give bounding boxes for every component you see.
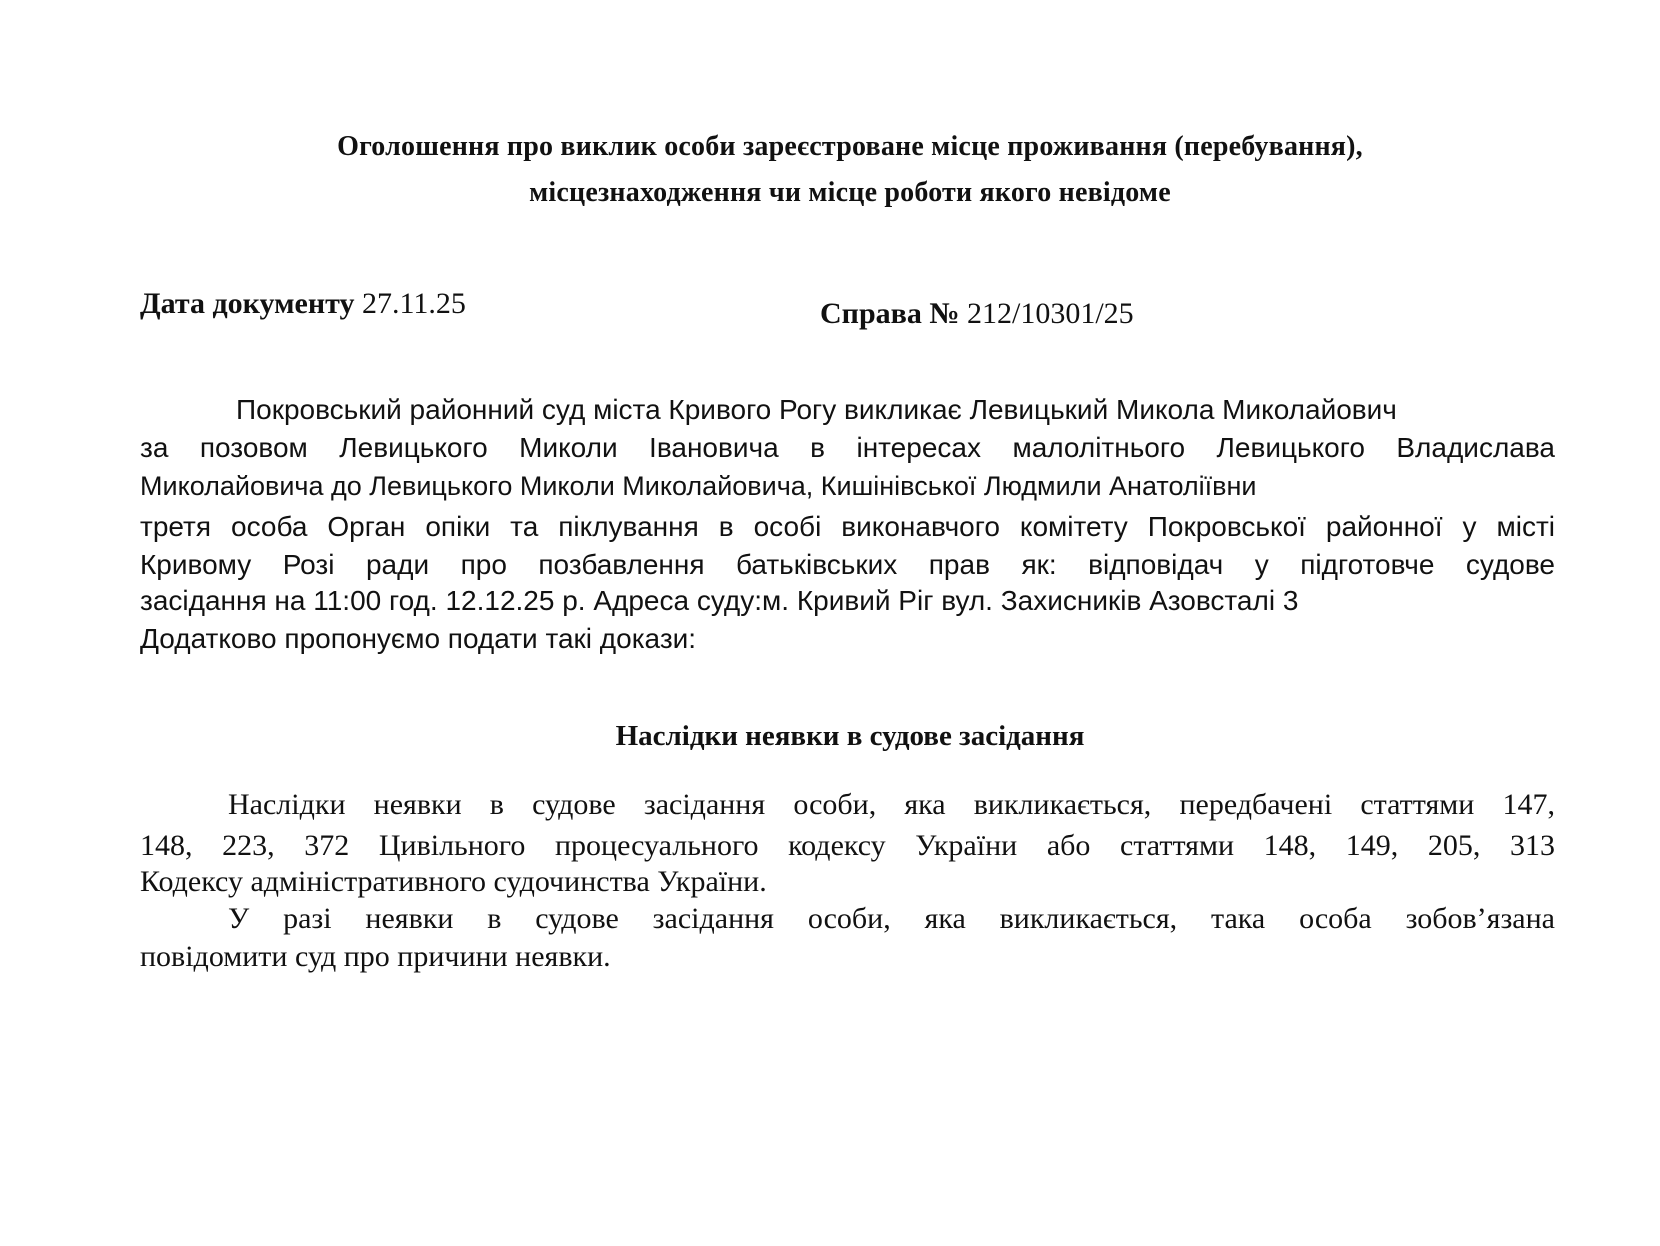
- consequences-heading: Наслідки неявки в судове засідання: [615, 720, 1085, 752]
- case-number: [820, 294, 1134, 334]
- absence-notice-line-2: повідомити суд про причини неявки.: [140, 940, 611, 973]
- summons-line-3: Миколайовича до Левицького Миколи Миколайовича, Кишінівської Людмили Анатоліївни: [140, 471, 1257, 501]
- notice-title-line-2: місцезнаходження чи місце роботи якого невідоме: [529, 177, 1171, 208]
- document-date-label: Дата документу: [140, 287, 355, 320]
- summons-line-1: Покровський районний суд міста Кривого Рогу викликає Левицький Микола Миколайович: [236, 394, 1397, 425]
- case-number-value: 212/10301/25: [966, 297, 1134, 330]
- summons-line-2: за позовом Левицького Миколи Івановича в інтересах малолітнього Левицького Владислава: [140, 432, 1555, 463]
- absence-notice-line-1: У разі неявки в судове засідання особи, яка викликається, така особа зобов’язана: [228, 902, 1555, 935]
- notice-title-line-1: Оголошення про виклик особи зареєстроване місце проживання (перебування),: [337, 131, 1363, 162]
- consequences-line-3: Кодексу адміністративного судочинства України.: [140, 865, 767, 898]
- case-number-label: Справа №: [820, 297, 960, 330]
- consequences-line-2: 148, 223, 372 Цивільного процесуального кодексу України або статтями 148, 149, 205, 313: [140, 829, 1555, 862]
- document-date: [140, 284, 466, 324]
- summons-line-7: Додатково пропонуємо подати такі докази:: [140, 623, 697, 654]
- summons-line-5: Кривому Розі ради про позбавлення батьківських прав як: відповідач у підготовче судове: [140, 549, 1555, 580]
- summons-line-4: третя особа Орган опіки та піклування в особі виконавчого комітету Покровської районної у місті: [140, 511, 1555, 542]
- consequences-line-1: Наслідки неявки в судове засідання особи, яка викликається, передбачені статтями 147,: [228, 788, 1555, 821]
- summons-line-6: засідання на 11:00 год. 12.12.25 р. Адреса суду:м. Кривий Ріг вул. Захисників Азовсталі 3: [140, 585, 1299, 616]
- document-date-value: 27.11.25: [361, 287, 466, 320]
